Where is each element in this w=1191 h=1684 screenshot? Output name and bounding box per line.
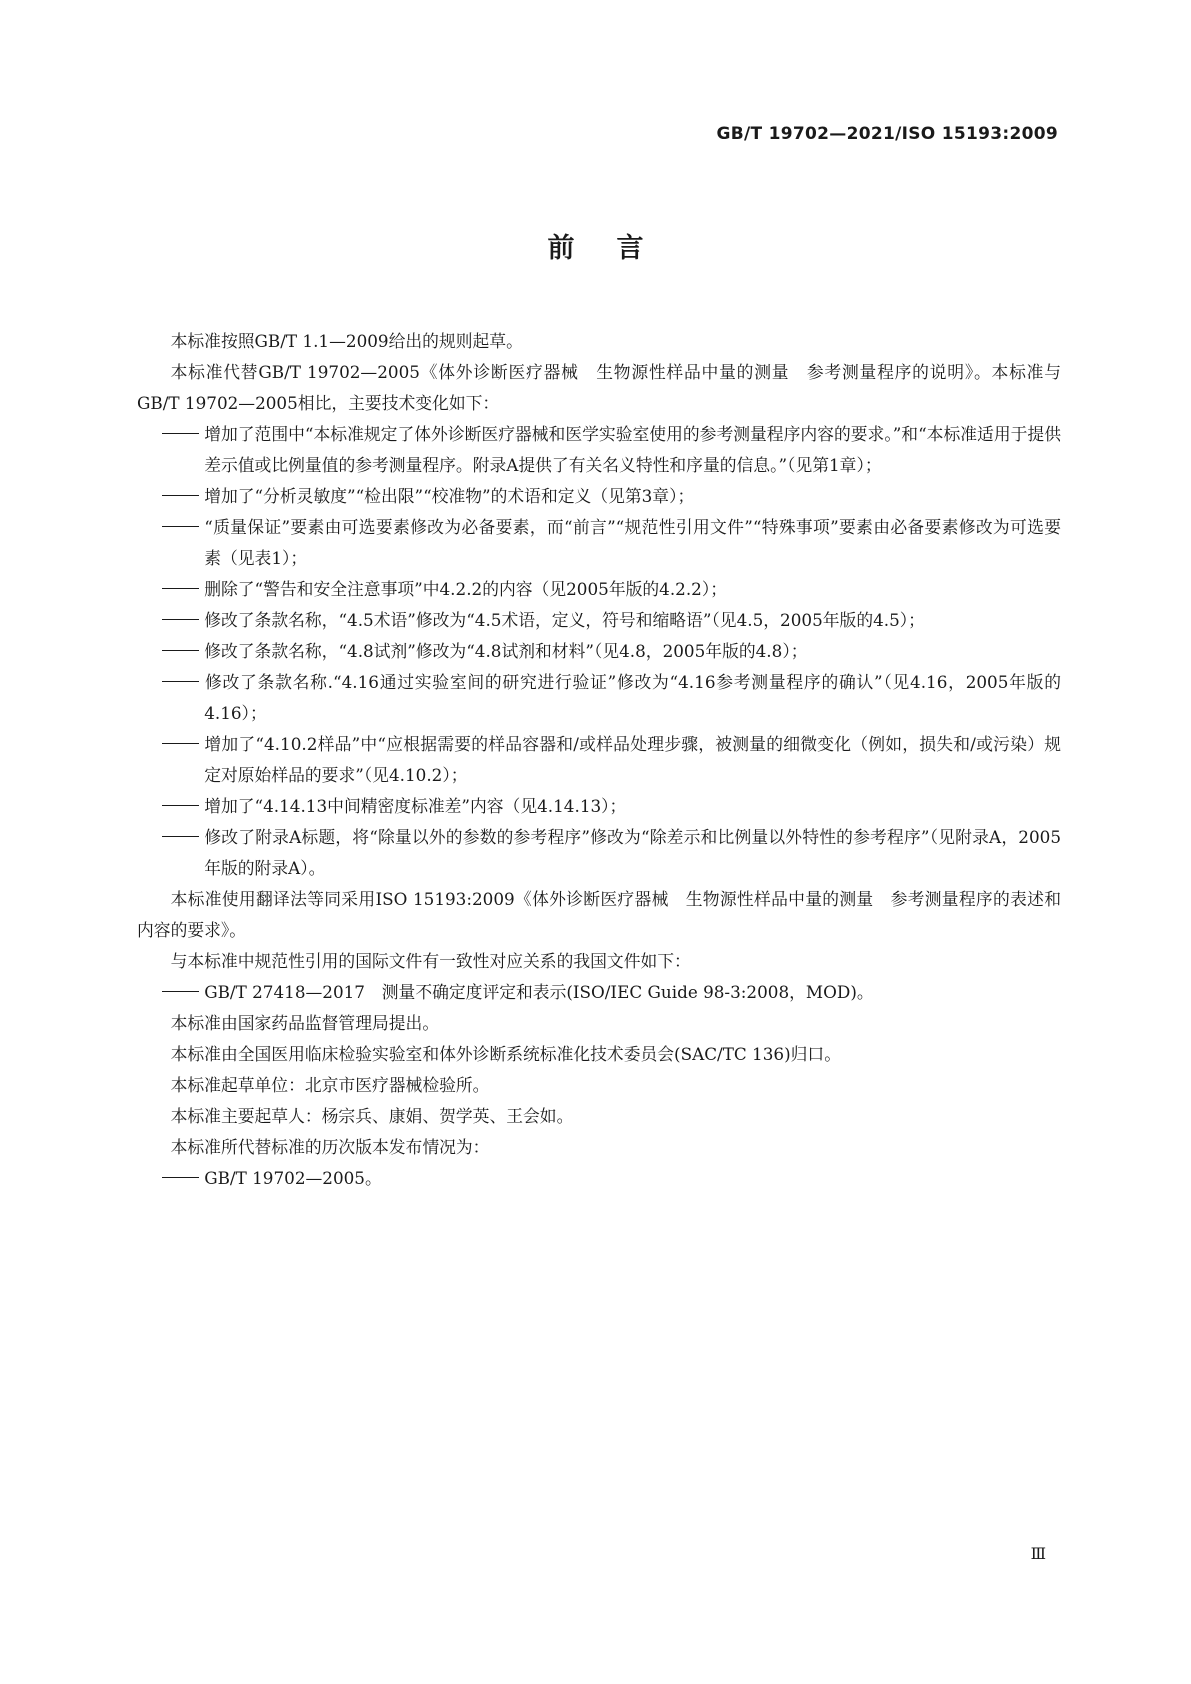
dash-item-text: GB/T 27418—2017 测量不确定度评定和表示(ISO/IEC Guide 98-3:2008，MOD)。: [204, 982, 874, 1002]
dash-item: [137, 729, 1061, 791]
dash-item: [137, 481, 1061, 512]
paragraph: 本标准由全国医用临床检验实验室和体外诊断系统标准化技术委员会(SAC/TC 136)归口。: [170, 1044, 841, 1064]
dash-item: [137, 667, 1061, 729]
dash-mark: [162, 512, 204, 543]
dash-item-text: “质量保证”要素由可选要素修改为必备要素，而“前言”“规范性引用文件”“特殊事项”要素由必备要素修改为可选要素（见表1）；: [204, 517, 1061, 568]
dash-item: [137, 419, 1061, 481]
dash-item-text: 增加了“分析灵敏度”“检出限”“校准物”的术语和定义（见第3章）；: [204, 486, 695, 506]
dash-mark: [162, 605, 204, 636]
dash-item: [137, 605, 1061, 636]
dash-item: [137, 977, 1061, 1008]
dash-mark: [162, 977, 204, 1008]
paragraph: 本标准主要起草人：杨宗兵、康娟、贺学英、王会如。: [170, 1106, 574, 1126]
dash-mark: [162, 419, 204, 450]
dash-item-text: 修改了附录A标题，将“除量以外的参数的参考程序”修改为“除差示和比例量以外特性的参考程序”（见附录A，2005年版的附录A）。: [204, 827, 1061, 878]
dash-mark: [162, 822, 204, 853]
dash-mark: [162, 636, 204, 667]
dash-mark: [162, 667, 204, 698]
paragraph: 本标准所代替标准的历次版本发布情况为：: [170, 1137, 490, 1157]
dash-mark: [162, 1163, 204, 1194]
dash-item-text: 增加了“4.10.2样品”中“应根据需要的样品容器和/或样品处理步骤，被测量的细微变化（例如，损失和/或污染）规定对原始样品的要求”（见4.10.2）；: [204, 734, 1061, 785]
standard-code: GB/T 19702—2021/ISO 15193:2009: [716, 124, 1058, 144]
dash-item-text: 删除了“警告和安全注意事项”中4.2.2的内容（见2005年版的4.2.2）；: [204, 579, 728, 599]
page-number: Ⅲ: [1030, 1544, 1046, 1563]
foreword-body: [137, 326, 1061, 1194]
dash-item-text: 修改了条款名称.“4.16通过实验室间的研究进行验证”修改为“4.16参考测量程序的确认”（见4.16，2005年版的4.16）；: [204, 672, 1061, 723]
paragraph: 本标准起草单位：北京市医疗器械检验所。: [170, 1075, 490, 1095]
dash-mark: [162, 574, 204, 605]
paragraph: 本标准由国家药品监督管理局提出。: [170, 1013, 440, 1033]
dash-item: [137, 791, 1061, 822]
dash-item-text: 增加了范围中“本标准规定了体外诊断医疗器械和医学实验室使用的参考测量程序内容的要求。”和“本标准适用于提供差示值或比例量值的参考测量程序。附录A提供了有关名义特性和序量的信息。”（见第1章）；: [204, 424, 1061, 475]
dash-item: [137, 512, 1061, 574]
page-title: 前言: [547, 233, 686, 264]
dash-item: [137, 822, 1061, 884]
dash-item-text: 修改了条款名称，“4.5术语”修改为“4.5术语，定义，符号和缩略语”（见4.5，2005年版的4.5）；: [204, 610, 925, 630]
dash-item: [137, 636, 1061, 667]
dash-item-text: 增加了“4.14.13中间精密度标准差”内容（见4.14.13）；: [204, 796, 627, 816]
paragraph: 本标准按照GB/T 1.1—2009给出的规则起草。: [170, 331, 523, 351]
dash-item: [137, 574, 1061, 605]
dash-mark: [162, 481, 204, 512]
paragraph: 与本标准中规范性引用的国际文件有一致性对应关系的我国文件如下：: [170, 951, 691, 971]
dash-mark: [162, 791, 204, 822]
paragraph: 本标准使用翻译法等同采用ISO 15193:2009《体外诊断医疗器械 生物源性样品中量的测量 参考测量程序的表述和内容的要求》。: [137, 889, 1061, 940]
dash-item-text: GB/T 19702—2005。: [204, 1168, 382, 1188]
dash-item-text: 修改了条款名称，“4.8试剂”修改为“4.8试剂和材料”（见4.8，2005年版的4.8）；: [204, 641, 808, 661]
dash-mark: [162, 729, 204, 760]
dash-item: [137, 1163, 1061, 1194]
paragraph: 本标准代替GB/T 19702—2005《体外诊断医疗器械 生物源性样品中量的测量 参考测量程序的说明》。本标准与GB/T 19702—2005相比，主要技术变化如下：: [137, 362, 1061, 413]
